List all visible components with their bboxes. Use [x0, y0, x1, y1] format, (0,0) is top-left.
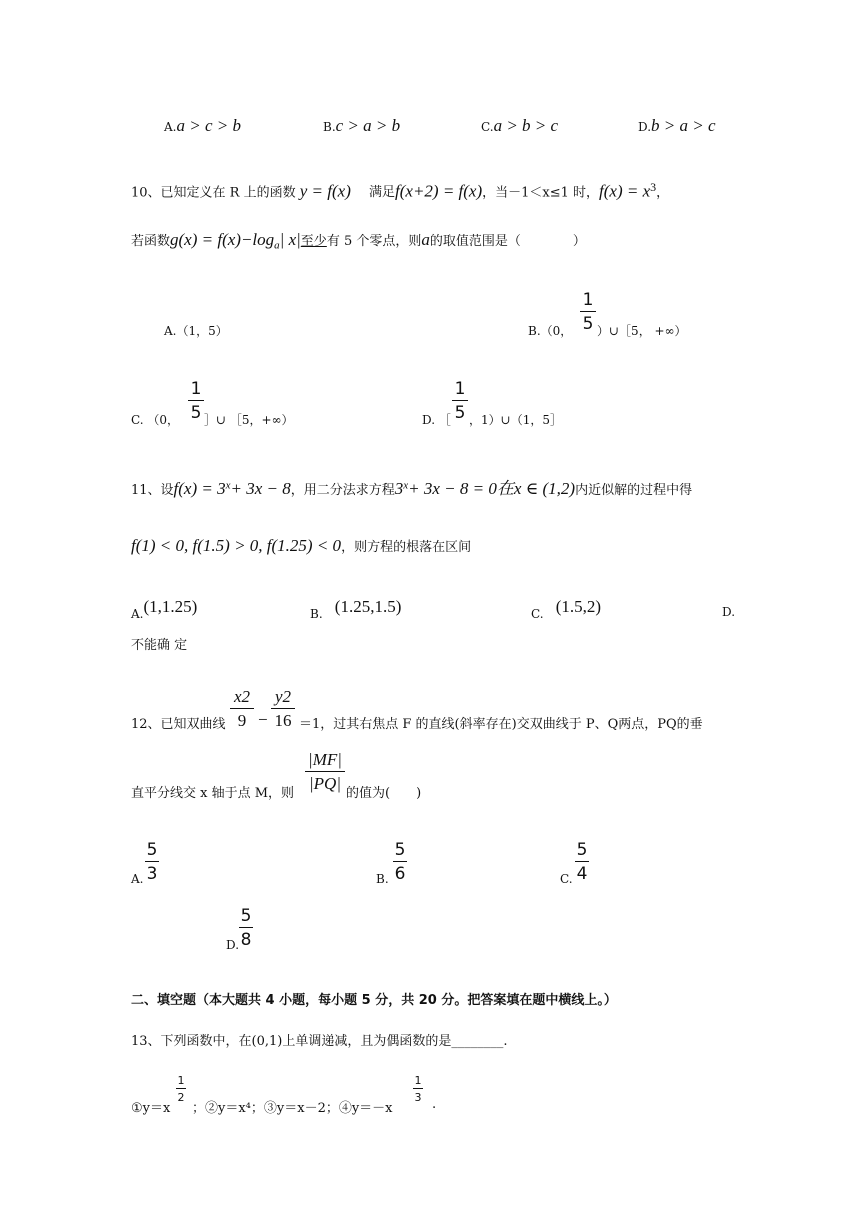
- q12-option-d-fraction: [239, 906, 253, 950]
- q10-option-d-fraction: [452, 379, 468, 423]
- q11-option-b: [310, 597, 402, 621]
- q12-minus: −: [258, 710, 268, 729]
- q11-f-exp: x: [225, 479, 231, 492]
- q12-mf-pq-fraction: [305, 750, 345, 794]
- fraction-denominator: 3: [414, 1091, 422, 1104]
- fraction-numerator: 5: [394, 840, 406, 860]
- q10-option-a: A.（1，5）: [164, 324, 228, 338]
- q10-option-d-post: ，1）∪（1，5］: [469, 413, 562, 427]
- q11-cond-tail: ，则方程的根落在区间: [341, 540, 472, 555]
- q10-option-d-pre: D. ［: [422, 413, 451, 427]
- q11-stem-a: 11、设: [131, 483, 174, 498]
- q10-stem-a: 10、已知定义在 R 上的函数: [131, 185, 296, 201]
- q10-g: g(x) = f(x)−log: [170, 230, 275, 249]
- q11-option-d-text: 不能确 定: [131, 638, 188, 653]
- q10-option-c-post: ］∪ ［5，+∞）: [204, 413, 294, 427]
- q12-option-d-label: D.: [226, 938, 240, 952]
- q10-formula-3: f(x) = x: [599, 181, 651, 201]
- q12-stem-b: ＝1，过其右焦点 F 的直线(斜率存在)交双曲线于 P、Q两点，PQ的垂: [299, 717, 703, 732]
- q11-condition: f(1) < 0, f(1.5) > 0, f(1.25) < 0: [131, 536, 342, 555]
- q11-option-d-label: D.: [722, 605, 736, 619]
- q13-p1: ①y＝x: [131, 1101, 171, 1116]
- fraction-numerator: x2: [233, 687, 251, 706]
- q12-stem-a: 12、已知双曲线: [131, 717, 226, 732]
- option-expr: b > a > c: [651, 116, 716, 135]
- q9-option-c: [481, 116, 558, 136]
- q13-p-end: .: [432, 1097, 437, 1112]
- fraction-denominator: 6: [394, 864, 406, 884]
- fraction-numerator: 5: [576, 840, 588, 860]
- q10-formula-1: y = f(x): [299, 181, 351, 201]
- q10-option-b-fraction: [580, 290, 596, 334]
- option-expr: a > b > c: [493, 116, 559, 135]
- fraction-numerator: y2: [274, 687, 292, 706]
- section-2-heading: 二、填空题（本大题共 4 小题，每小题 5 分，共 20 分。把答案填在题中横线上。）: [131, 993, 617, 1008]
- q10-line2-c: 的取值范围是（ ）: [429, 234, 586, 249]
- q12-y-fraction: [271, 687, 295, 731]
- q11-eq-tail: + 3x − 8 = 0在x ∈ (1,2): [408, 479, 576, 498]
- q12-option-b-label: B.: [376, 872, 389, 886]
- fraction-numerator: 1: [414, 1074, 422, 1087]
- q10-g-tail: | x|: [279, 230, 301, 249]
- fraction-denominator: 16: [274, 711, 292, 730]
- q11-eq: 3: [394, 479, 404, 498]
- q11-eq-exp: x: [403, 479, 409, 492]
- option-label: B.: [323, 120, 336, 134]
- fraction-numerator: 1: [190, 379, 202, 399]
- option-label: C.: [531, 607, 544, 621]
- q11-f: f(x) = 3: [173, 479, 226, 498]
- q11-line2: [131, 536, 471, 556]
- q10-stem-b: 满足: [369, 185, 396, 201]
- q13-p1-exponent-fraction: [176, 1074, 186, 1104]
- option-label: C.: [481, 120, 494, 134]
- fraction-denominator: 8: [240, 930, 252, 950]
- q11-stem-b: ，用二分法求方程: [290, 483, 395, 498]
- fraction-denominator: |PQ|: [308, 774, 341, 793]
- q10-line2-a: 若函数: [131, 234, 171, 249]
- q9-option-a: [164, 116, 241, 136]
- q11-line1: [131, 474, 692, 499]
- q11-stem-c: 内近似解的过程中得: [575, 483, 693, 498]
- q10-option-c-fraction: [188, 379, 204, 423]
- fraction-denominator: 5: [454, 403, 466, 423]
- q10-option-b-post: ）∪［5， +∞）: [597, 324, 687, 338]
- q12-line2-b: 的值为( ): [346, 786, 422, 801]
- fraction-denominator: 2: [177, 1091, 185, 1104]
- fraction-numerator: 1: [582, 290, 594, 310]
- q12-option-c-fraction: [575, 840, 589, 884]
- q12-option-b-fraction: [393, 840, 407, 884]
- fraction-denominator: 9: [237, 711, 247, 730]
- option-expr: (1.5,2): [555, 597, 602, 616]
- q13-p4-exponent-fraction: [413, 1074, 423, 1104]
- q10-formula-2: f(x+2) = f(x): [395, 181, 483, 201]
- fraction-numerator: 5: [146, 840, 158, 860]
- option-expr: a > c > b: [176, 116, 241, 135]
- q12-option-c-label: C.: [560, 872, 573, 886]
- q10-g-sub: a: [274, 239, 280, 252]
- q10-stem-d: ，: [656, 185, 670, 201]
- q11-option-c: [531, 597, 602, 621]
- fraction-denominator: 4: [576, 864, 588, 884]
- q12-option-a-fraction: [145, 840, 159, 884]
- q10-a-var: a: [421, 230, 430, 249]
- q10-option-b-pre: B.（0，: [528, 324, 573, 338]
- q12-x-fraction: [230, 687, 254, 731]
- option-expr: (1.25,1.5): [334, 597, 402, 616]
- q10-underlined-word: 至少: [300, 234, 327, 249]
- option-label: A.: [131, 607, 144, 621]
- q13-p2: ；②y＝x⁴；③y＝x－2；④y＝－x: [192, 1101, 393, 1116]
- q11-option-a: [131, 597, 198, 621]
- q10-line2-b: 有 5 个零点，则: [326, 234, 422, 249]
- option-label: D.: [638, 120, 652, 134]
- option-expr: (1,1.25): [143, 597, 198, 616]
- fraction-numerator: 1: [177, 1074, 185, 1087]
- q11-f-tail: + 3x − 8: [230, 479, 291, 498]
- q9-option-d: [638, 116, 716, 136]
- fraction-denominator: 3: [146, 864, 158, 884]
- fraction-numerator: 5: [240, 906, 252, 926]
- fraction-numerator: 1: [454, 379, 466, 399]
- q10-option-c-pre: C. （0，: [131, 413, 180, 427]
- q12-line2-a: 直平分线交 x 轴于点 M，则: [131, 786, 295, 801]
- q10-line1: [131, 180, 669, 201]
- q12-option-a-label: A.: [131, 872, 144, 886]
- fraction-numerator: |MF|: [308, 750, 342, 769]
- q10-stem-c: ，当－1＜x≤1 时，: [482, 185, 600, 201]
- q9-option-b: [323, 116, 400, 136]
- fraction-denominator: 5: [582, 314, 594, 334]
- option-expr: c > a > b: [335, 116, 401, 135]
- q10-line2: [131, 230, 586, 252]
- fraction-denominator: 5: [190, 403, 202, 423]
- option-label: A.: [164, 120, 177, 134]
- option-label: B.: [310, 607, 323, 621]
- q10-formula-3-exp: 3: [650, 180, 657, 194]
- q13-stem: 13、下列函数中，在(0,1)上单调递减，且为偶函数的是________.: [131, 1034, 508, 1049]
